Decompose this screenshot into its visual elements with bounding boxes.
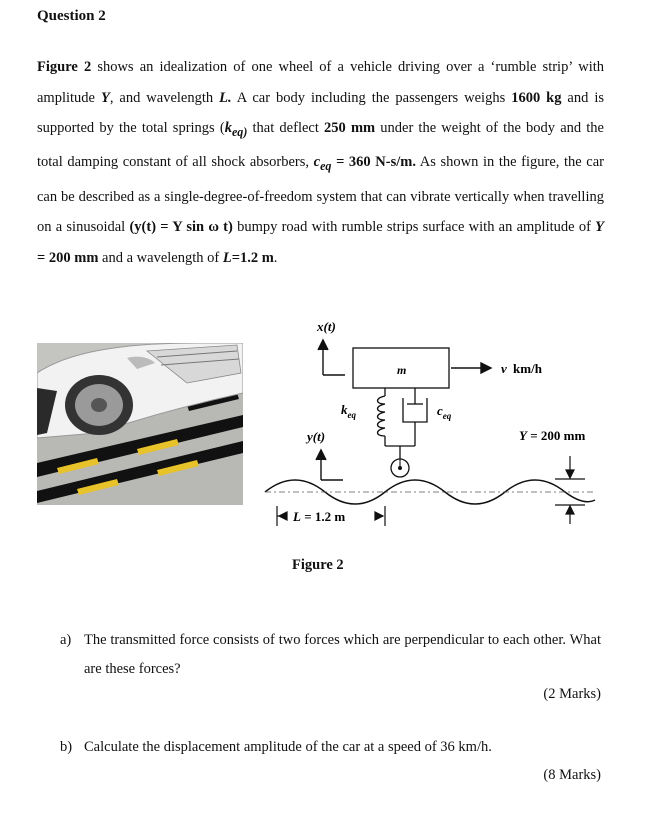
question-a-label: a) [60,632,72,648]
x-label: x(t) [317,319,336,334]
mass-value: 1600 kg [511,89,562,106]
question-b-text: Calculate the displacement amplitude of the car at a speed of 36 km/h. [84,739,492,755]
x-arrow [318,340,345,375]
var-Y2: Y [595,219,604,236]
text-span: that deflect [247,120,325,136]
speed-label: v km/h [501,361,542,376]
var-Y: Y [100,89,110,106]
figure-caption: Figure 2 [292,557,344,573]
var-L: L. [219,89,232,106]
spring-icon [378,388,386,446]
question-heading: Question 2 [37,8,106,24]
damper-icon [403,388,427,446]
y-label: y(t) [307,429,326,444]
velocity-arrow [451,363,491,373]
wheel-icon [391,459,409,477]
road-equation: (y(t) = Y sin ω t) [129,219,233,236]
damping-value: = 360 N-s/m. [331,154,416,171]
wavelength-label: L = 1.2 m [293,509,346,524]
wavelength-value: =1.2 m [231,249,274,266]
car-rumble-strip-photo [37,343,243,505]
question-b-marks: (8 Marks) [543,767,601,783]
text-span: and a wavelength of [98,249,223,266]
amplitude-label: Y = 200 mm [519,428,586,443]
vibration-diagram [255,300,615,540]
var-k: k [224,120,232,136]
text-span: and is supported by the total springs ( [37,89,604,136]
question-b-label: b) [60,739,73,755]
text-span: , and wavelength [109,89,220,106]
deflection-value: 250 mm [324,120,376,136]
text-span: A car body including the passengers weighs [231,89,512,106]
text-span: under the weight of the body and the total damping constant of all shock absorbers, [37,120,604,171]
question-a-marks: (2 Marks) [543,686,601,702]
mass-label: m [397,363,407,377]
text-span: shows an idealization of one wheel of a vehicle driving over a ‘rumble strip’ with amplitude [37,59,604,106]
text-span: . [273,249,278,266]
question-a-text: The transmitted force consists of two forces which are perpendicular to each other. What are these forces? [84,632,601,677]
figure-ref: Figure 2 [37,59,92,75]
var-L2: L [222,249,232,266]
amplitude-value: = 200 mm [37,249,99,266]
amplitude-arrows [555,456,585,524]
problem-statement [37,52,604,273]
var-c: c [313,154,321,171]
var-c-sub: eq [320,159,332,174]
text-span: As shown in the figure, the car can be described as a single-degree-of-freedom system that can vibrate vertically when travelling on a sinusoidal [37,154,604,236]
y-arrow [316,450,343,480]
text-span: bumpy road with rumble strips surface with an amplitude of [232,219,596,236]
spring-label: $k_{eq}$ [341,402,356,420]
damper-label: $c_{eq}$ [437,403,452,421]
var-k-sub: eq) [231,124,248,139]
